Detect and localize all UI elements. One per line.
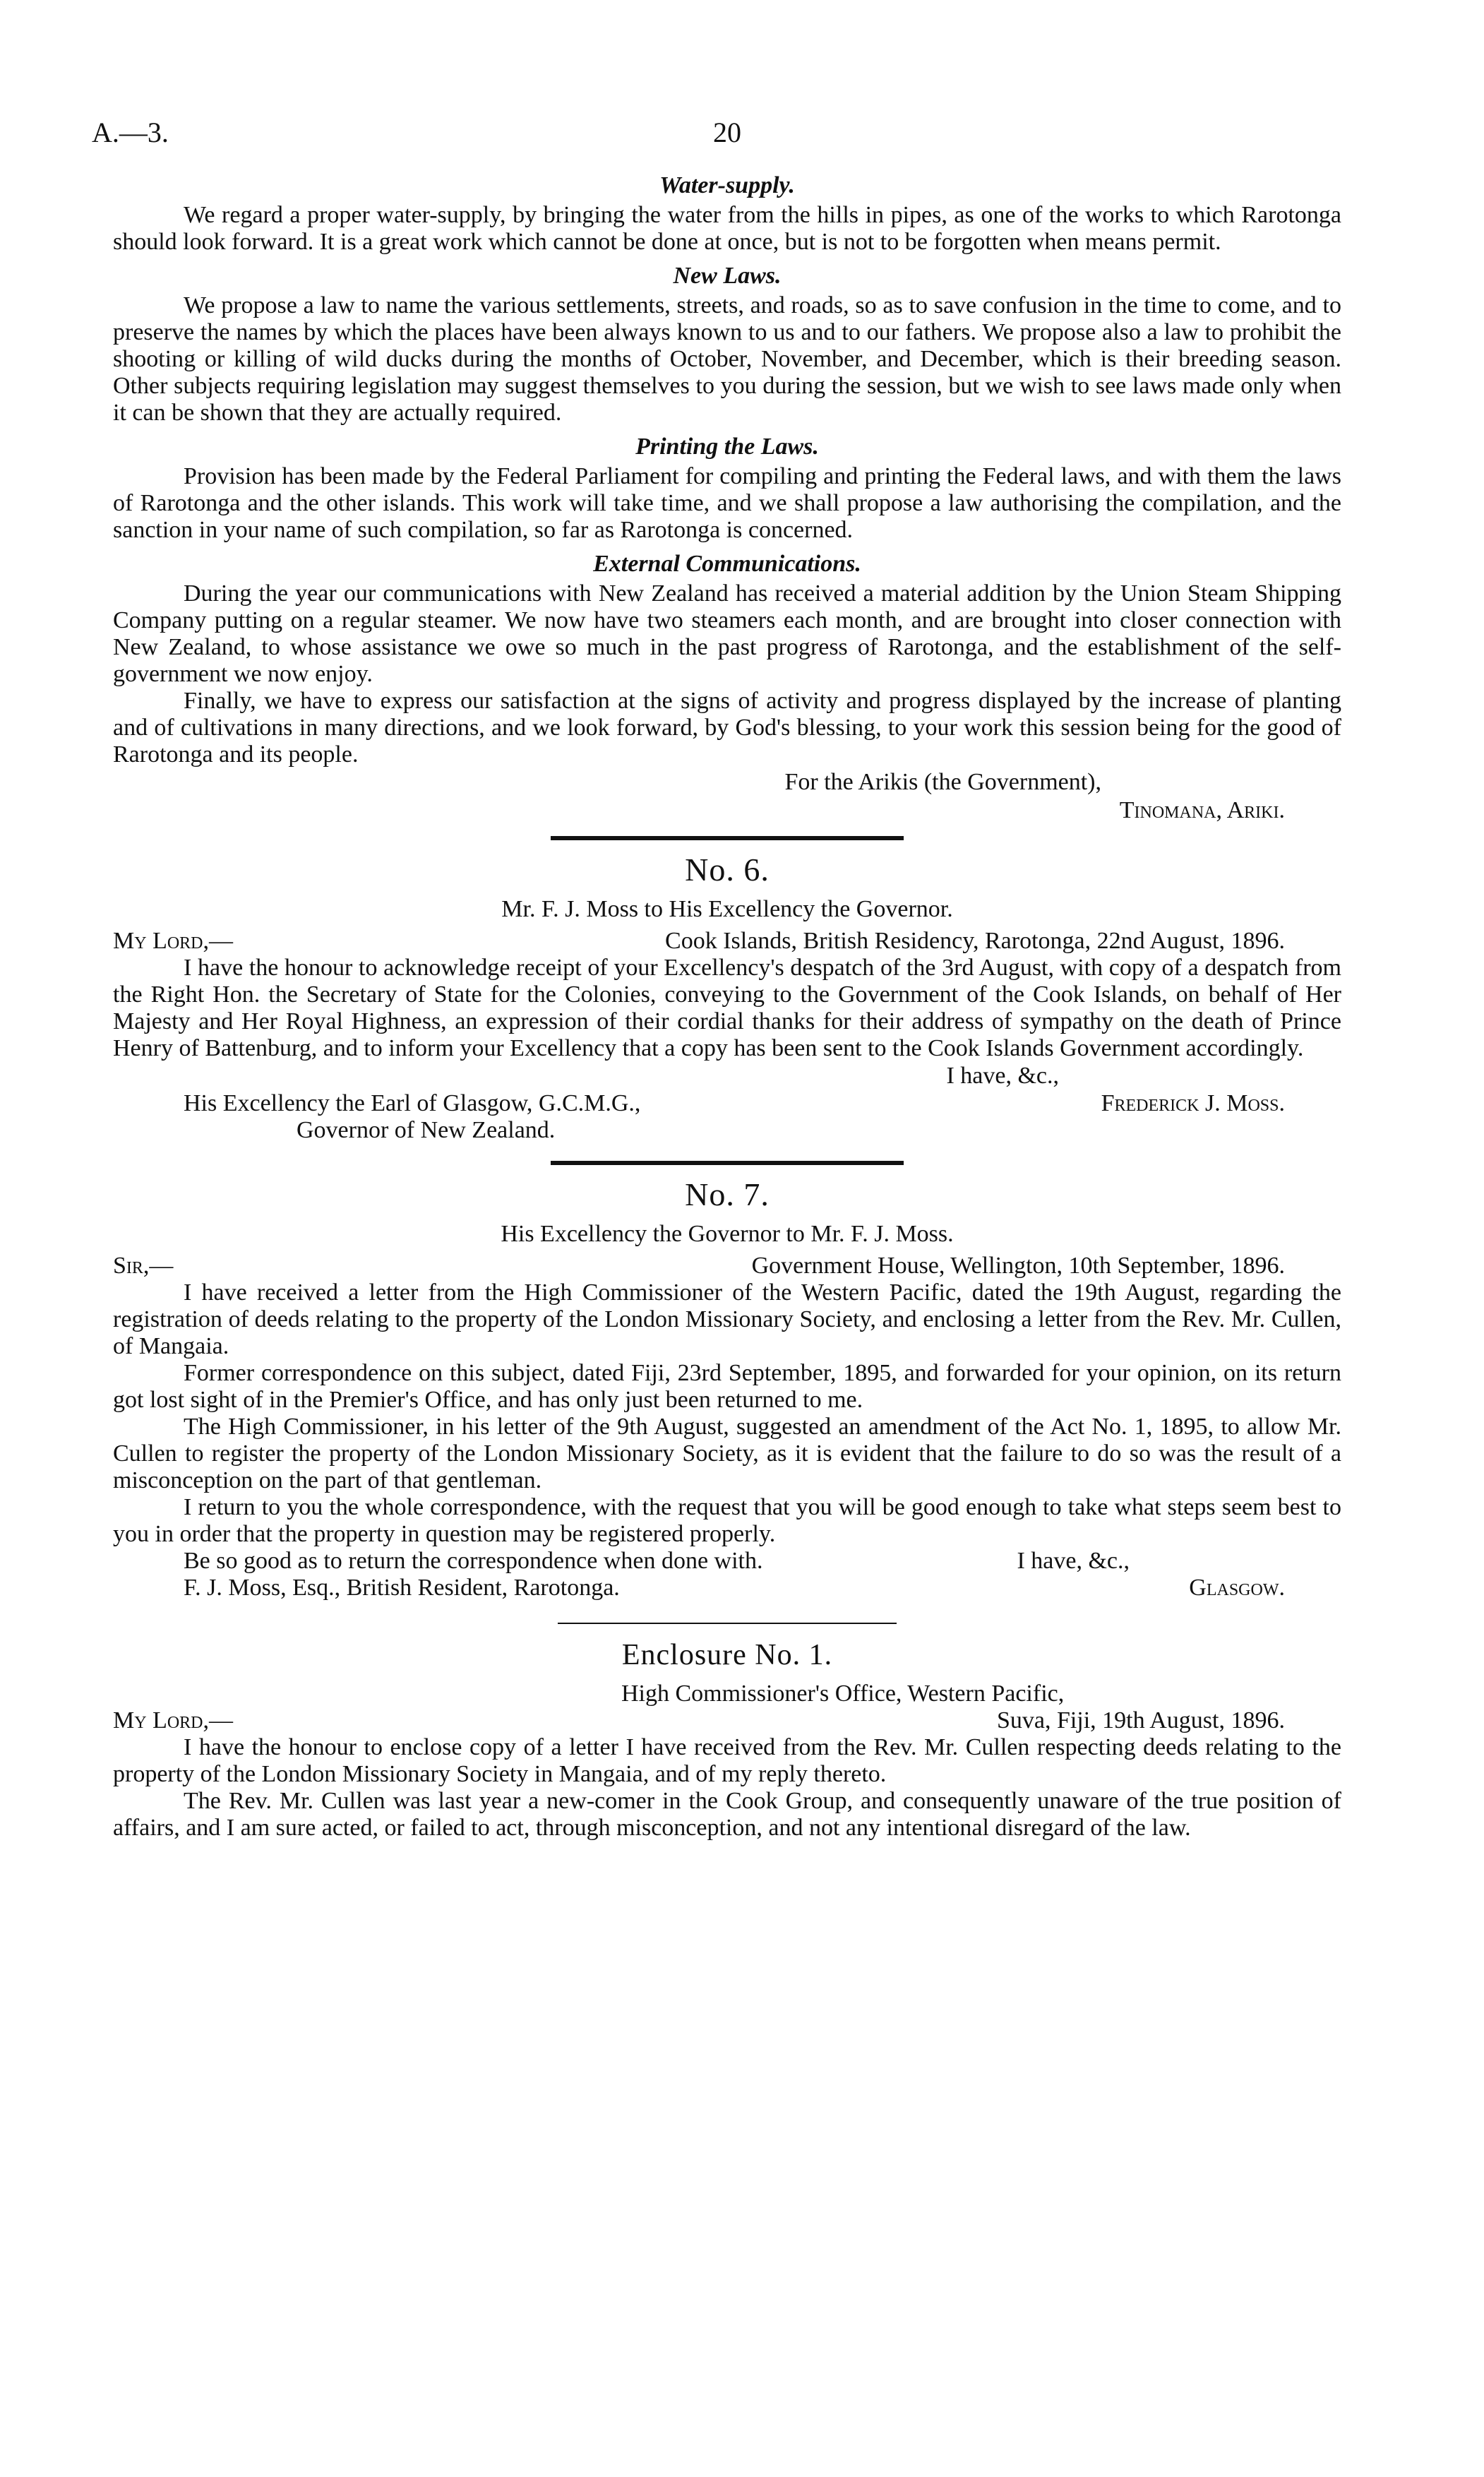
section-heading: New Laws. — [673, 263, 782, 289]
salutation: My Lord,— — [113, 1707, 234, 1733]
enclosure-heading: Enclosure No. 1. — [621, 1639, 833, 1671]
paragraph: I have received a letter from the High Commissioner of the Western Pacific, dated the 19th August, regarding the registration of deeds relating to the property of the London Missionary Society, and enclosing a letter from the Rev. Mr. Cullen, of Mangaia. — [113, 1279, 1341, 1359]
addressee: F. J. Moss, Esq., British Resident, Rarotonga. — [184, 1575, 620, 1601]
paragraph: We propose a law to name the various settlements, streets, and roads, so as to save confusion in the time to come, and to preserve the names by which the places have been always known to us and to our fathers. We propose also a law to prohibit the shooting or killing of wild ducks during the months of October, November, and December, which is their breeding season. Other subjects requiring legislation may suggest themselves to you during the session, but we wish to see laws made only when it can be shown that they are actually required. — [113, 292, 1341, 426]
paragraph: Former correspondence on this subject, dated Fiji, 23rd September, 1895, and forwarded for your opinion, on its return got lost sight of in the Premier's Office, and has only just been returned to me. — [113, 1360, 1341, 1413]
section-printing-laws — [113, 431, 1341, 544]
page-number: 20 — [713, 117, 741, 148]
document-title: Mr. F. J. Moss to His Excellency the Governor. — [501, 896, 953, 922]
paragraph: The High Commissioner, in his letter of the 9th August, suggested an amendment of the Act No. 1, 1895, to allow Mr. Cullen to register the property of the London Missionary Society, as it is evident that the failure to do so was the result of a misconception on the part of that gentleman. — [113, 1414, 1341, 1493]
salutation-line — [113, 1707, 1341, 1734]
document-no-6 — [113, 849, 1341, 1144]
page-header — [92, 106, 1341, 169]
document-no-7 — [113, 1174, 1341, 1601]
enclosure-no-1 — [113, 1634, 1341, 1842]
paragraph: We regard a proper water-supply, by bringing the water from the hills in pipes, as one of the works to which Rarotonga should look forward. It is a great work which cannot be done at once, but is not to be forgotten when means permit. — [113, 202, 1341, 255]
section-heading: Printing the Laws. — [635, 434, 819, 460]
paragraph: I return to you the whole correspondence, with the request that you will be good enough to take what steps seem best to you in order that the property in question may be registered properly. — [113, 1494, 1341, 1547]
document-page — [92, 106, 1341, 1842]
paragraph: I have the honour to enclose copy of a letter I have received from the Rev. Mr. Cullen respecting deeds relating to the property of the London Missionary Society in Mangaia, and of my reply thereto. — [113, 1734, 1341, 1787]
salutation: My Lord,— — [113, 928, 234, 954]
place: High Commissioner's Office, Western Pacific, — [621, 1681, 1065, 1707]
signature: Frederick J. Moss. — [1101, 1090, 1285, 1116]
paragraph: The Rev. Mr. Cullen was last year a new-comer in the Cook Group, and consequently unaware of the true position of affairs, and I am sure acted, or failed to act, through misconception, and not any intentional disregard of the law. — [113, 1788, 1341, 1841]
closing: I have, &c., — [1017, 1548, 1130, 1574]
document-reference: A.—3. — [92, 117, 169, 148]
document-number: No. 6. — [685, 852, 770, 888]
section-new-laws — [113, 260, 1341, 426]
salutation-line — [113, 928, 1341, 955]
signature-line — [113, 1090, 1341, 1117]
section-external-communications — [113, 548, 1341, 825]
section-divider — [551, 1161, 904, 1165]
salutation: Sir,— — [113, 1253, 174, 1279]
closing-line — [113, 1548, 1341, 1575]
salutation-line — [113, 1253, 1341, 1279]
section-water-supply — [113, 169, 1341, 256]
addressee: His Excellency the Earl of Glasgow, G.C.M.G., — [184, 1090, 641, 1116]
paragraph: Finally, we have to express our satisfaction at the signs of activity and progress displayed by the increase of planting and of cultivations in many directions, and we look forward, by God's blessing, to your work this session being for the good of Rarotonga and its people. — [113, 688, 1341, 768]
addressee-line-2: Governor of New Zealand. — [297, 1117, 556, 1143]
place-date: Cook Islands, British Residency, Rarotonga, 22nd August, 1896. — [665, 928, 1285, 954]
closing: For the Arikis (the Government), — [784, 769, 1101, 795]
paragraph: Provision has been made by the Federal Parliament for compiling and printing the Federal laws, and with them the laws of Rarotonga and the other islands. This work will take time, and we shall propose a law authorising the compilation, and the sanction in your name of such compilation, so far as Rarotonga is concerned. — [113, 463, 1341, 543]
paragraph: Be so good as to return the correspondence when done with. — [184, 1548, 763, 1574]
paragraph: During the year our communications with New Zealand has received a material addition by the Union Steam Shipping Company putting on a regular steamer. We now have two steamers each month, and are brought into closer connection with New Zealand, to whose assistance we owe so much in the past progress of Rarotonga, and the establishment of the self-government we now enjoy. — [113, 580, 1341, 687]
section-heading: Water-supply. — [659, 172, 795, 198]
section-heading: External Communications. — [593, 551, 861, 577]
document-number: No. 7. — [685, 1176, 770, 1212]
place-date: Government House, Wellington, 10th September, 1896. — [751, 1253, 1285, 1279]
signature-line — [113, 1575, 1341, 1601]
paragraph: I have the honour to acknowledge receipt of your Excellency's despatch of the 3rd August, with copy of a despatch from the Right Hon. the Secretary of State for the Colonies, conveying to the Government of the Cook Islands, on behalf of Her Majesty and Her Royal Highness, an expression of their cordial thanks for their address of sympathy on the death of Prince Henry of Battenburg, and to inform your Excellency that a copy has been sent to the Cook Islands Government accordingly. — [113, 955, 1341, 1061]
date: Suva, Fiji, 19th August, 1896. — [996, 1707, 1285, 1733]
section-divider — [558, 1623, 897, 1624]
document-title: His Excellency the Governor to Mr. F. J. Moss. — [501, 1221, 954, 1247]
signature: Glasgow. — [1189, 1575, 1285, 1601]
closing: I have, &c., — [946, 1063, 1059, 1089]
signature: Tinomana, Ariki. — [1119, 797, 1285, 823]
section-divider — [551, 836, 904, 840]
